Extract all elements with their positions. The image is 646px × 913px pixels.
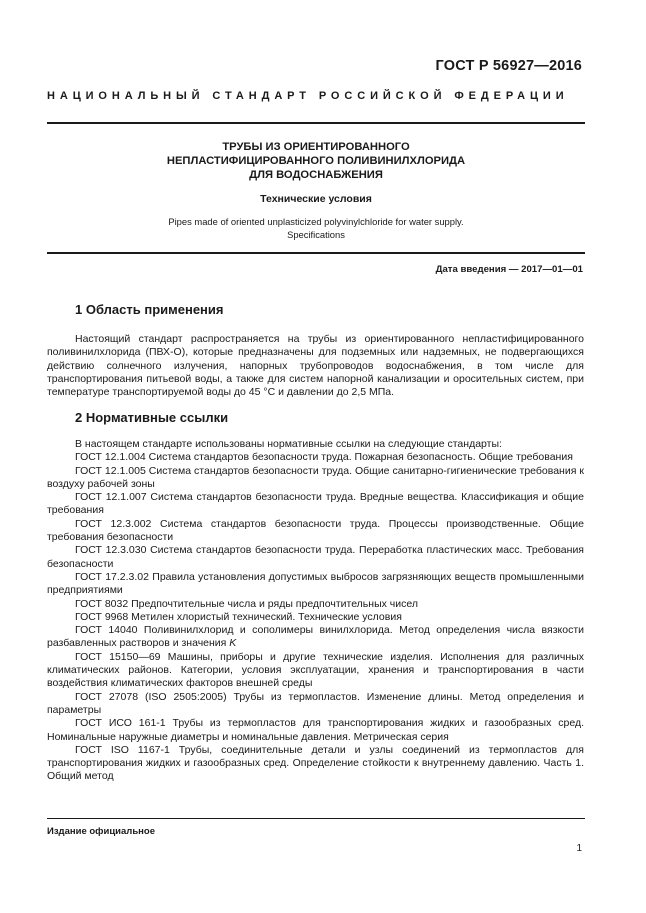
- national-standard-label: НАЦИОНАЛЬНЫЙ СТАНДАРТ РОССИЙСКОЙ ФЕДЕРАЦИИ: [47, 90, 569, 102]
- document-number: ГОСТ Р 56927—2016: [435, 58, 582, 74]
- title-block: [47, 140, 585, 241]
- reference-item: ГОСТ 12.3.030 Система стандартов безопасности труда. Переработка пластических масс. Требования безопасности: [47, 544, 584, 570]
- reference-item: ГОСТ 17.2.3.02 Правила установления допустимых выбросов загрязняющих веществ промышленными предприятиями: [47, 570, 584, 597]
- reference-item: ГОСТ 8032 Предпочтительные числа и ряды предпочтительных чисел: [75, 597, 418, 610]
- intro-date: Дата введения — 2017—01—01: [435, 264, 583, 275]
- reference-item: ГОСТ 12.1.007 Система стандартов безопасности труда. Вредные вещества. Классификация и общие требования: [47, 491, 584, 517]
- reference-item: ГОСТ 12.1.005 Система стандартов безопасности труда. Общие санитарно-гигиенические требования к воздуху рабочей зоны: [47, 464, 584, 490]
- scope-paragraph: Настоящий стандарт распространяется на трубы из ориентированного непластифицированного поливинилхлорида (ПВХ-О), которые предназначены для подземных или надземных, не подвергающихся действию солнечного излучения, напорных трубопроводов водоснабжения, в том числе для транспортирования питьевой воды, а также для систем напорной канализации и оросительных систем, при температуре транспортируемой воды до 45 °С и давлении до 2,5 МПа.: [47, 333, 584, 399]
- k-symbol: K: [229, 637, 237, 650]
- section-1-body: [47, 333, 584, 399]
- title-line: ДЛЯ ВОДОСНАБЖЕНИЯ: [249, 169, 383, 181]
- reference-item: [47, 624, 584, 651]
- reference-item: ГОСТ 27078 (ISO 2505:2005) Трубы из термопластов. Изменение длины. Метод определения и параметры: [47, 690, 584, 716]
- section-2-heading: 2 Нормативные ссылки: [75, 410, 229, 425]
- title-line: ТРУБЫ ИЗ ОРИЕНТИРОВАННОГО: [222, 141, 410, 153]
- subtitle: Технические условия: [260, 193, 372, 205]
- english-title-line: Specifications: [287, 229, 345, 240]
- footer-rule: [47, 818, 585, 819]
- reference-item: ГОСТ 12.3.002 Система стандартов безопасности труда. Процессы производственные. Общие требования безопасности: [47, 517, 584, 544]
- section-2-body: [47, 438, 584, 784]
- section-1-heading: 1 Область применения: [75, 302, 224, 317]
- reference-item: ГОСТ 15150—69 Машины, приборы и другие технические изделия. Исполнения для различных климатических районов. Категории, условия эксплуатации, хранения и транспортирования в части воздействия климатических факторов внешней среды: [47, 650, 584, 690]
- header-rule: [47, 122, 585, 124]
- reference-item: ГОСТ 12.1.004 Система стандартов безопасности труда. Пожарная безопасность. Общие требования: [75, 451, 573, 464]
- reference-text: ГОСТ 14040 Поливинилхлорид и сополимеры винилхлорида. Метод определения числа вязкости разбавленных растворов и значения: [47, 624, 584, 650]
- title-line: НЕПЛАСТИФИЦИРОВАННОГО ПОЛИВИНИЛХЛОРИДА: [166, 155, 466, 167]
- reference-item: ГОСТ ISO 1167-1 Трубы, соединительные детали и узлы соединений из термопластов для транспортирования жидких и газообразных сред. Определение стойкости к внутреннему давлению. Часть 1. Общий метод: [47, 743, 584, 783]
- title-rule: [47, 252, 585, 254]
- page-number: 1: [576, 843, 582, 854]
- reference-item: ГОСТ ИСО 161-1 Трубы из термопластов для транспортирования жидких и газообразных сред. Номинальные наружные диаметры и номинальные давления. Метрическая серия: [47, 717, 584, 743]
- english-title-line: Pipes made of oriented unplasticized polyvinylchloride for water supply.: [168, 216, 464, 227]
- references-intro: В настоящем стандарте использованы нормативные ссылки на следующие стандарты:: [75, 438, 502, 450]
- reference-item: ГОСТ 9968 Метилен хлористый технический. Технические условия: [75, 610, 402, 623]
- edition-label: Издание официальное: [47, 826, 155, 837]
